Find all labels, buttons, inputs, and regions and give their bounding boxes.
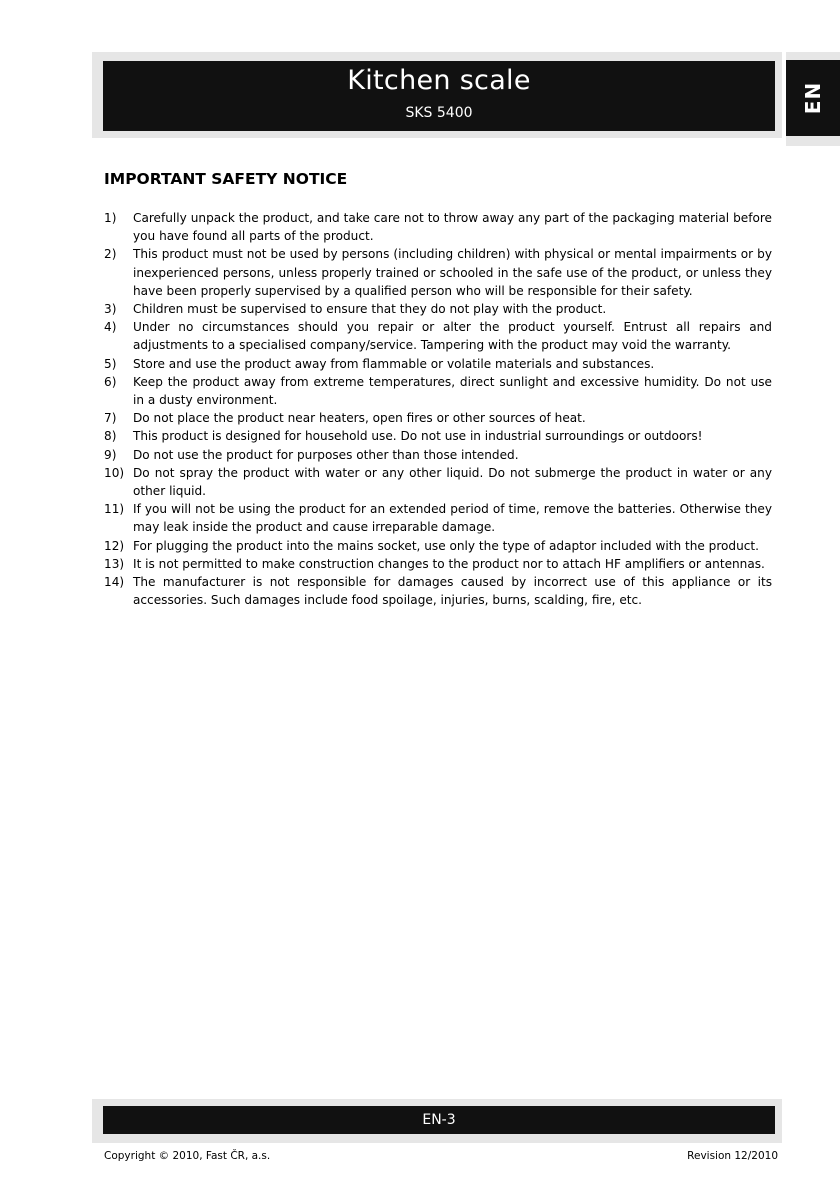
revision-text: Revision 12/2010 <box>687 1150 778 1162</box>
notice-item <box>104 355 772 373</box>
notice-number: 3) <box>104 302 117 317</box>
notice-number: 6) <box>104 374 117 389</box>
notice-text: This product must not be used by persons (including children) with physical or mental impairments or by inexperienced persons, unless properly trained or schooled in the safe use of the product, or unless they have been properly supervised by a qualified person who will be responsible for their safety. <box>133 247 772 298</box>
notice-item <box>104 300 772 318</box>
notice-item <box>104 318 772 354</box>
notice-text: Children must be supervised to ensure that they do not play with the product. <box>133 302 607 317</box>
language-label-text: EN <box>801 81 825 115</box>
document-title: Kitchen scale <box>347 65 531 96</box>
notice-item <box>104 373 772 409</box>
notice-number: 7) <box>104 411 117 426</box>
notice-text: Keep the product away from extreme temperatures, direct sunlight and excessive humidity. Do not use in a dusty environment. <box>133 374 772 408</box>
notice-text: If you will not be using the product for an extended period of time, remove the batteries. Otherwise they may leak inside the product and cause irreparable damage. <box>133 502 772 535</box>
footer-bar <box>103 1106 775 1134</box>
notice-item <box>104 500 772 536</box>
language-tab-bar <box>786 60 840 136</box>
notice-text: Do not spray the product with water or any other liquid. Do not submerge the product in water or any other liquid. <box>133 465 772 499</box>
notice-number: 14) <box>104 575 125 590</box>
notice-text: Do not use the product for purposes other than those intended. <box>133 447 519 462</box>
notice-number: 12) <box>104 538 125 553</box>
language-label <box>786 60 840 136</box>
notice-item <box>104 464 772 500</box>
notice-text: Carefully unpack the product, and take care not to throw away any part of the packaging material before you have found all parts of the product. <box>133 211 772 244</box>
notice-item <box>104 427 772 445</box>
notice-item <box>104 573 772 609</box>
notice-number: 4) <box>104 320 117 335</box>
notice-number: 13) <box>104 556 125 571</box>
notice-text: The manufacturer is not responsible for damages caused by incorrect use of this appliance or its accessories. Such damages include food spoilage, injuries, burns, scalding, fire, etc. <box>133 575 772 608</box>
notice-text: For plugging the product into the mains socket, use only the type of adaptor included with the product. <box>133 538 759 553</box>
copyright-text: Copyright © 2010, Fast ČR, a.s. <box>104 1150 271 1162</box>
notice-number: 2) <box>104 247 117 262</box>
notice-item <box>104 446 772 464</box>
notice-number: 11) <box>104 502 125 517</box>
notice-number: 1) <box>104 211 117 225</box>
notice-number: 5) <box>104 356 117 371</box>
notice-item <box>104 537 772 555</box>
model-number: SKS 5400 <box>405 105 473 121</box>
notice-text: It is not permitted to make construction changes to the product nor to attach HF amplifiers or antennas. <box>133 556 765 571</box>
notice-item <box>104 209 772 245</box>
notice-item <box>104 555 772 573</box>
language-tab <box>786 52 840 146</box>
notice-item <box>104 245 772 300</box>
section-title: IMPORTANT SAFETY NOTICE <box>104 170 348 188</box>
notice-number: 8) <box>104 429 117 444</box>
header-bar <box>103 61 775 131</box>
notice-number: 10) <box>104 465 125 480</box>
notice-text: Under no circumstances should you repair or alter the product yourself. Entrust all repairs and adjustments to a specialised company/service. Tampering with the product may void the warranty. <box>133 320 772 353</box>
notice-item <box>104 409 772 427</box>
notice-text: This product is designed for household use. Do not use in industrial surroundings or outdoors! <box>133 429 703 444</box>
notice-number: 9) <box>104 447 117 462</box>
notice-text: Do not place the product near heaters, open fires or other sources of heat. <box>133 411 586 426</box>
safety-notice-list <box>104 209 772 609</box>
notice-text: Store and use the product away from flammable or volatile materials and substances. <box>133 356 655 371</box>
page-number: EN-3 <box>422 1112 456 1128</box>
